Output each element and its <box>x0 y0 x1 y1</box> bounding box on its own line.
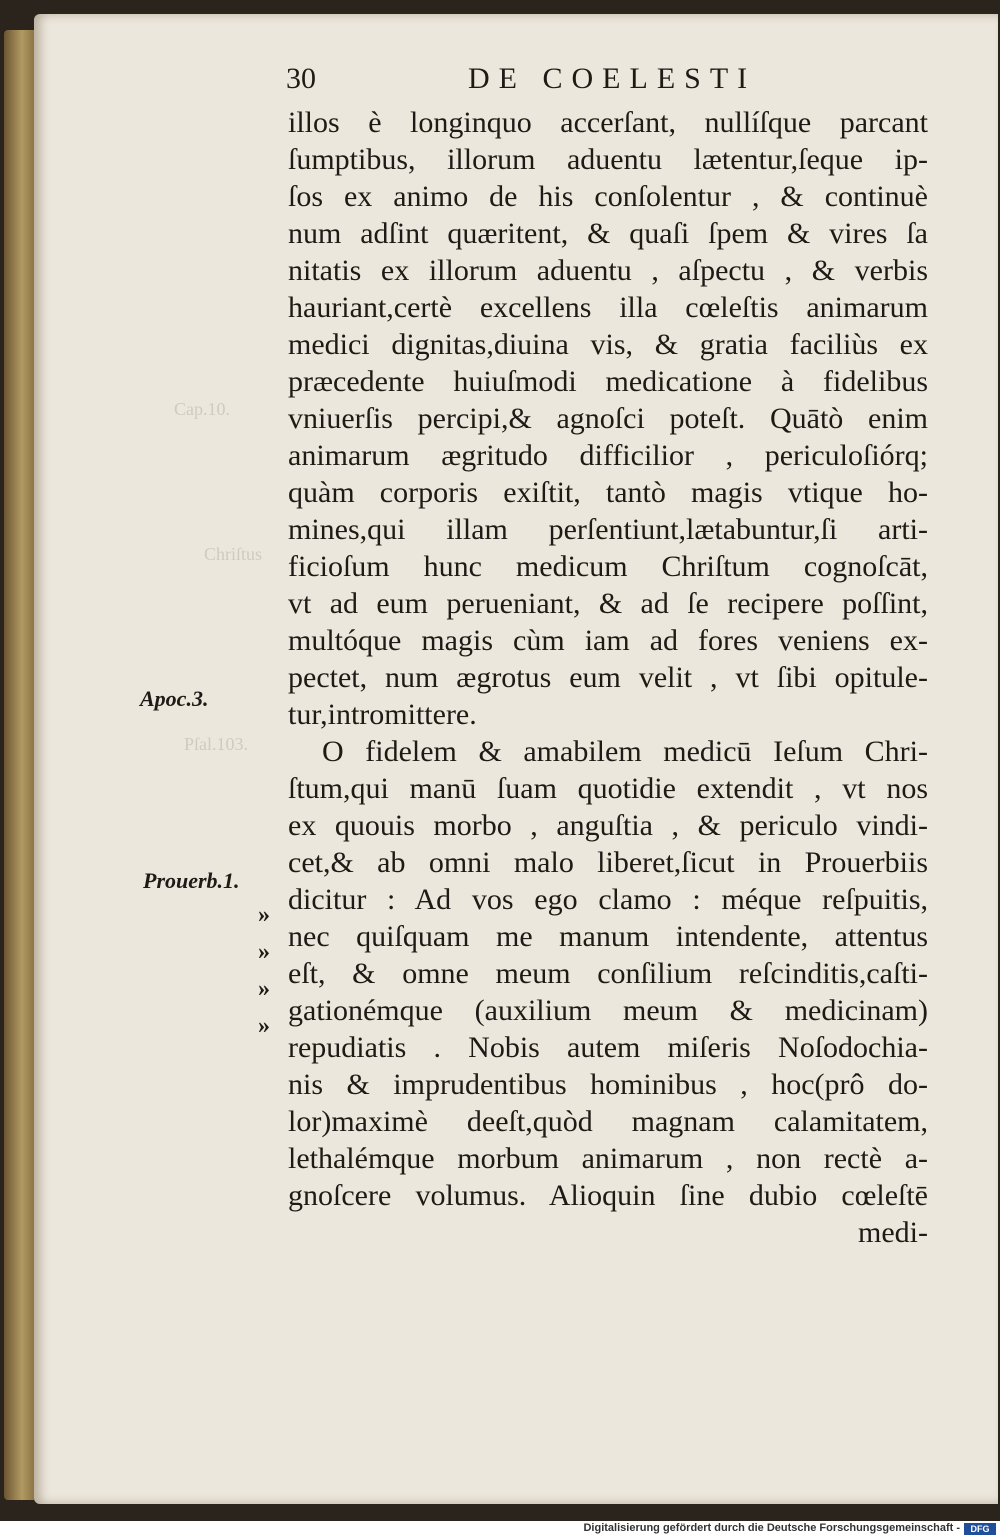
text-line: nitatis ex illorum aduentu , aſpectu , & verbis <box>288 254 928 287</box>
book-spine-edge <box>4 30 34 1500</box>
text-line: lethalémque morbum animarum , non rectè a- <box>288 1142 928 1175</box>
quote-mark: » <box>258 1013 270 1039</box>
bleed-through-text: Chriſtus <box>204 544 263 564</box>
text-line: nec quiſquam me manum intendente, attentus <box>288 920 928 953</box>
text-line: nis & imprudentibus hominibus , hoc(prô do- <box>288 1068 928 1101</box>
text-line: multóque magis cùm iam ad fores veniens ex- <box>288 624 928 657</box>
dfg-logo: DFG <box>964 1523 996 1535</box>
text-line: eſt, & omne meum conſilium reſcinditis,caſti- <box>288 957 928 990</box>
text-line: animarum ægritudo difficilior , periculoſiórq; <box>288 439 928 472</box>
bleed-through-text: Pſal.103. <box>184 734 249 754</box>
quote-mark: » <box>258 976 270 1002</box>
digitization-credit: Digitalisierung gefördert durch die Deutsche Forschungsgemeinschaft - <box>583 1522 960 1534</box>
text-line: præcedente huiuſmodi medicatione à fidelibus <box>288 365 928 398</box>
text-line: ficioſum hunc medicum Chriſtum cognoſcāt, <box>288 550 928 583</box>
page-number: 30 <box>286 62 316 95</box>
text-line: illos è longinquo accerſant, nullíſque parcant <box>288 106 928 139</box>
text-line: tur,intromittere. <box>288 698 477 731</box>
text-line: ſumptibus, illorum aduentu lætentur,ſeque ip- <box>288 143 928 176</box>
text-line: quàm corporis exiſtit, tantò magis vtique ho- <box>288 476 928 509</box>
text-line: ſos ex animo de his conſolentur , & continuè <box>288 180 928 213</box>
text-line: cet,& ab omni malo liberet,ſicut in Prouerbiis <box>288 846 928 879</box>
margin-note-apoc: Apoc.3. <box>140 686 209 711</box>
text-line: gnoſcere volumus. Alioquin ſine dubio cœleſtē <box>288 1179 928 1212</box>
text-line: hauriant,certè excellens illa cœleſtis animarum <box>288 291 928 324</box>
quote-mark: » <box>258 939 270 965</box>
text-line: pectet, num ægrotus eum velit , vt ſibi opitule- <box>288 661 928 694</box>
text-line: dicitur : Ad vos ego clamo : méque reſpuitis, <box>288 883 928 916</box>
running-title: DE COELESTI <box>468 62 757 95</box>
text-line: mines,qui illam perſentiunt,lætabuntur,ſi arti- <box>288 513 928 546</box>
quote-mark: » <box>258 902 270 928</box>
paragraph-start-line: O fidelem & amabilem medicū Ieſum Chri- <box>322 735 928 768</box>
margin-note-prouerb: Prouerb.1. <box>143 868 240 893</box>
text-line: num adſint quæritent, & quaſi ſpem & vires ſa <box>288 217 928 250</box>
text-line: medici dignitas,diuina vis, & gratia faciliùs ex <box>288 328 928 361</box>
text-line: gationémque (auxilium meum & medicinam) <box>288 994 928 1027</box>
text-line: ſtum,qui manū ſuam quotidie extendit , vt nos <box>288 772 928 805</box>
bleed-through-text: Cap.10. <box>174 399 230 419</box>
text-line: vniuerſis percipi,& agnoſci poteſt. Quātò enim <box>288 402 928 435</box>
text-line: ex quouis morbo , anguſtia , & periculo vindi- <box>288 809 928 842</box>
text-line: lor)maximè deeſt,quòd magnam calamitatem, <box>288 1105 928 1138</box>
catchword: medi- <box>858 1216 928 1249</box>
text-line: repudiatis . Nobis autem miſeris Noſodochia- <box>288 1031 928 1064</box>
text-line: vt ad eum perueniant, & ad ſe recipere poſſint, <box>288 587 928 620</box>
